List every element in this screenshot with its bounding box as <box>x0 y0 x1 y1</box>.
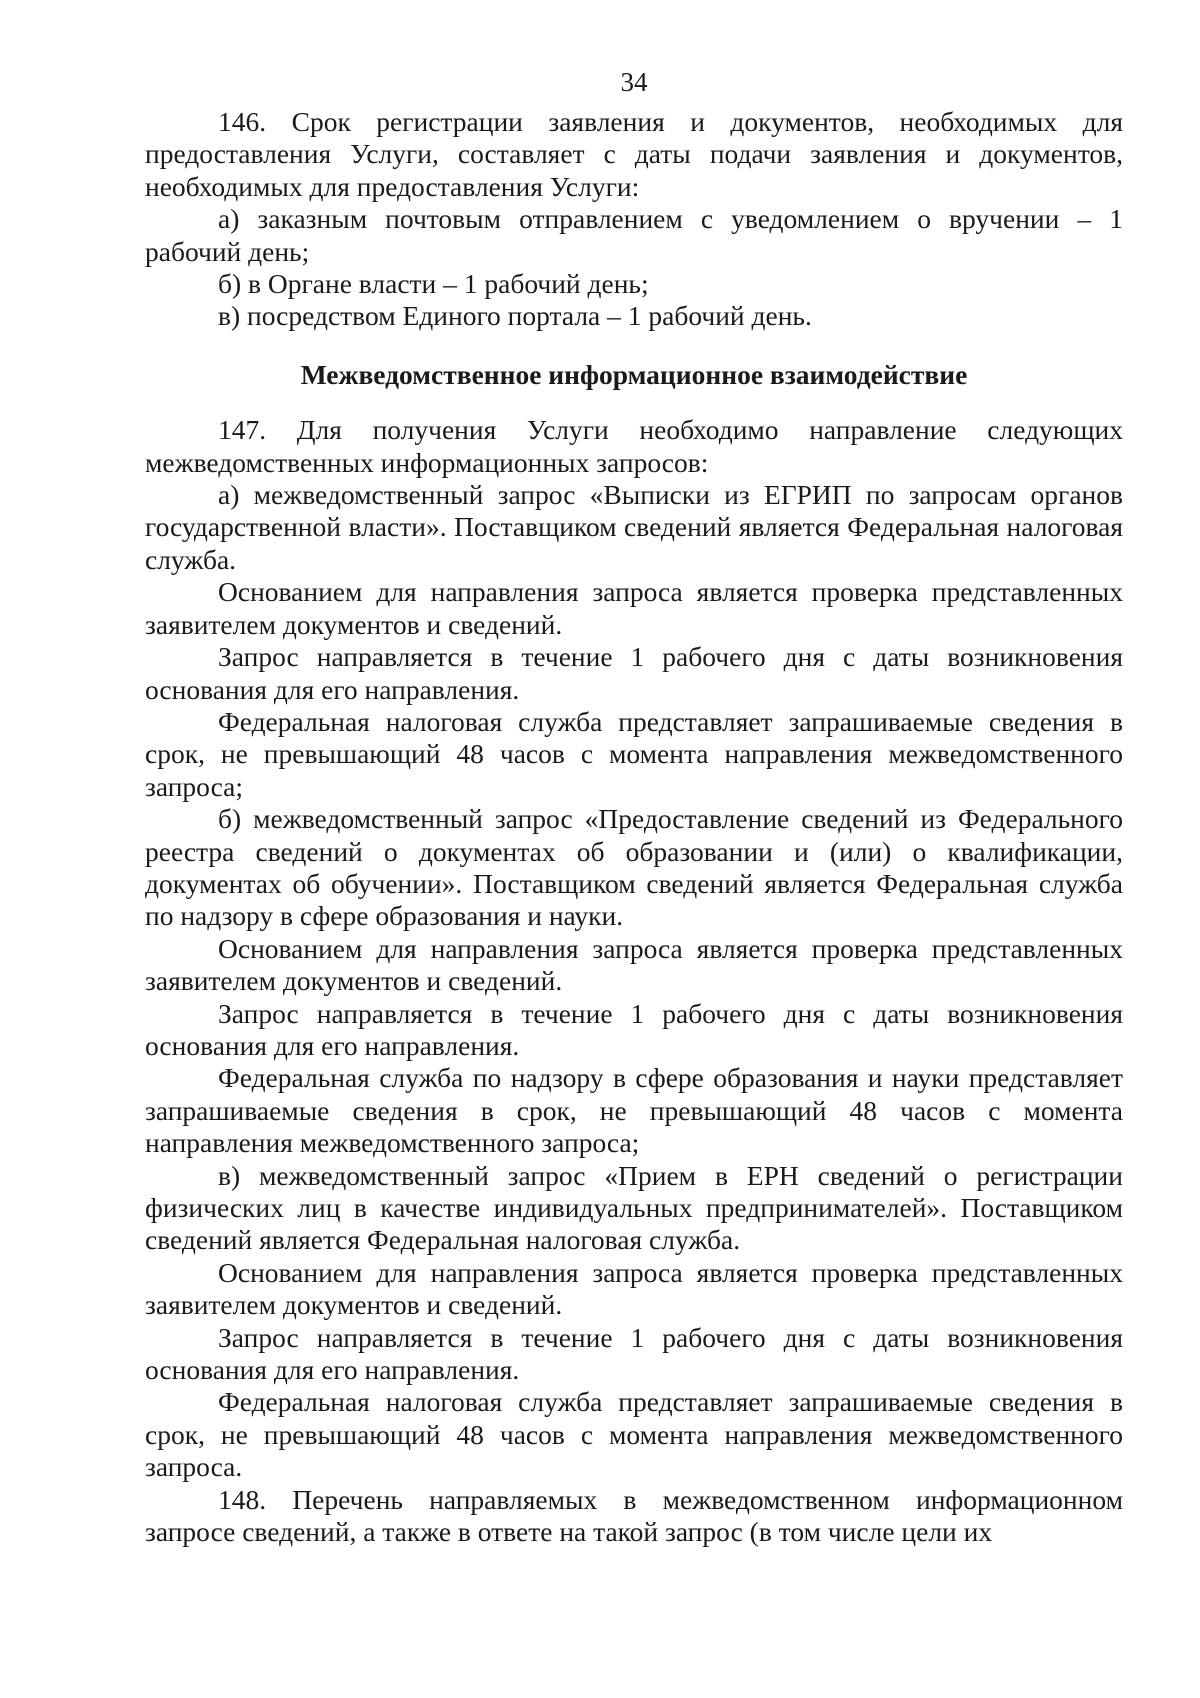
paragraph-147-a-basis: Основанием для направления запроса является проверка представленных заявителем документов и сведений. <box>145 576 1123 640</box>
paragraph-147-b-term: Запрос направляется в течение 1 рабочего дня с даты возникновения основания для его направления. <box>145 997 1123 1061</box>
paragraph-147-v-response: Федеральная налоговая служба представляет запрашиваемые сведения в срок, не превышающий 48 часов с момента направления межведомственного запроса. <box>145 1386 1123 1483</box>
section-heading: Межведомственное информационное взаимодействие <box>300 358 968 390</box>
paragraph-147-a: а) межведомственный запрос «Выписки из ЕГРИП по запросам органов государственной власти». Поставщиком сведений является Федеральная налоговая служба. <box>145 479 1123 575</box>
paragraph-146-a: а) заказным почтовым отправлением с уведомлением о вручении – 1 рабочий день; <box>145 203 1123 267</box>
paragraph-146: 146. Срок регистрации заявления и документов, необходимых для предоставления Услуги, составляет с даты подачи заявления и документов, необходимых для предоставления Услуги: <box>145 106 1123 202</box>
paragraph-148: 148. Перечень направляемых в межведомственном информационном запросе сведений, а также в ответе на такой запрос (в том числе цели их <box>145 1483 1123 1548</box>
paragraph-147-b-basis: Основанием для направления запроса является проверка представленных заявителем документов и сведений. <box>145 932 1123 997</box>
page-number: 34 <box>620 67 648 97</box>
paragraph-147-v-basis: Основанием для направления запроса является проверка представленных заявителем документов и сведений. <box>145 1256 1123 1321</box>
paragraph-147-b: б) межведомственный запрос «Предоставление сведений из Федерального реестра сведений о документах об образовании и (или) о квалификации, документах об обучении». Поставщиком сведений является Федеральная служба по надзору в сфере образования и науки. <box>145 803 1123 932</box>
paragraph-147-v-term: Запрос направляется в течение 1 рабочего дня с даты возникновения основания для его направления. <box>145 1321 1123 1386</box>
paragraph-147-a-term: Запрос направляется в течение 1 рабочего дня с даты возникновения основания для его направления. <box>145 641 1123 705</box>
paragraph-146-v: в) посредством Единого портала – 1 рабочий день. <box>218 300 812 332</box>
paragraph-146-b: б) в Органе власти – 1 рабочий день; <box>218 268 649 300</box>
paragraph-147: 147. Для получения Услуги необходимо направление следующих межведомственных информационных запросов: <box>145 414 1123 478</box>
paragraph-147-a-response: Федеральная налоговая служба представляет запрашиваемые сведения в срок, не превышающий 48 часов с момента направления межведомственного запроса; <box>145 705 1123 802</box>
paragraph-147-b-response: Федеральная служба по надзору в сфере образования и науки представляет запрашиваемые сведения в срок, не превышающий 48 часов с момента направления межведомственного запроса; <box>145 1062 1123 1159</box>
document-page <box>145 66 1123 1666</box>
paragraph-147-v: в) межведомственный запрос «Прием в ЕРН сведений о регистрации физических лиц в качестве индивидуальных предпринимателей». Поставщиком сведений является Федеральная налоговая служба. <box>145 1159 1123 1256</box>
